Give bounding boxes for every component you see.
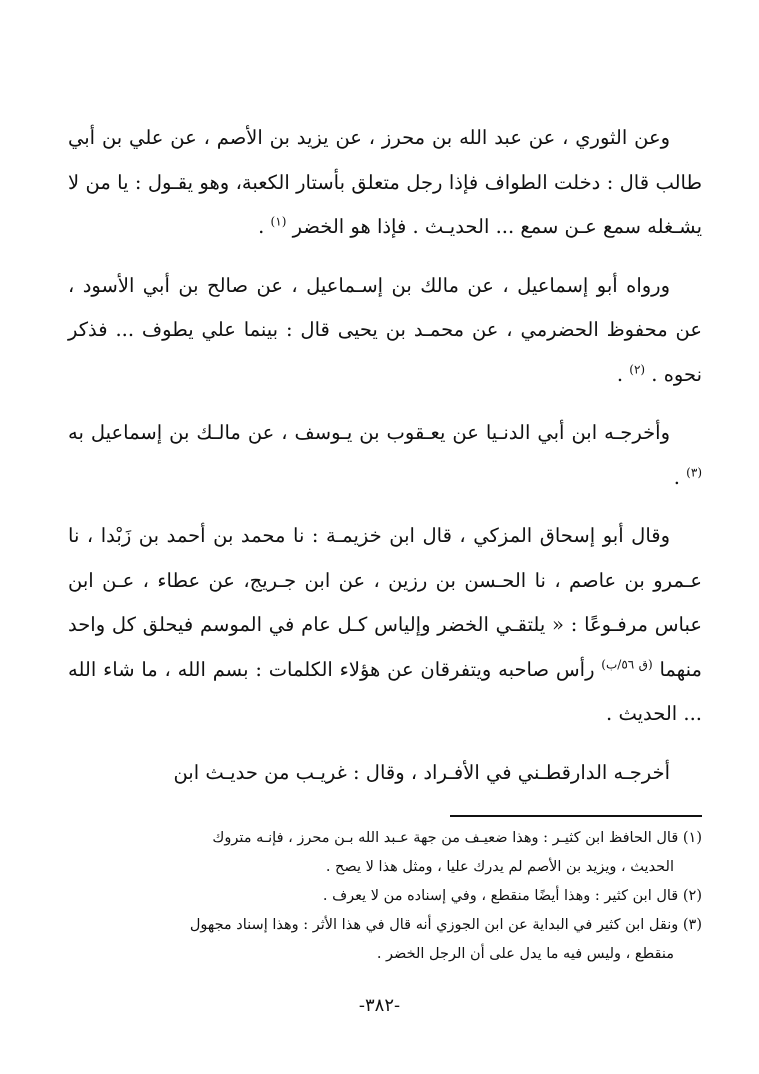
paragraph-2: ورواه أبو إسماعيل ، عن مالك بن إسـماعيل ، عن صالح بن أبي الأسود ، عن محفوظ الحضرمي ، عن محمـد بن يحيى قال : بينما علي يطوف ... فذكر نحوه . $^{(٢)}$ . (68, 273, 702, 386)
manuscript-folio-marker: (ق ٥٦/ب) (601, 657, 653, 671)
footnote-3-continuation: منقطع ، وليس فيه ما يدل على أن الرجل الخضر . (376, 946, 674, 962)
paragraph-5: أخرجـه الدارقطـني في الأفـراد ، وقال : غريـب من حديـث ابن (173, 760, 670, 784)
footnote-separator (450, 815, 702, 817)
page-number: -٣٨٢- (358, 995, 401, 1016)
footnote-ref-2[interactable]: (٢) (629, 362, 646, 376)
footnote-3: (٣) ونقل ابن كثير في البداية عن ابن الجوزي أنه قال في هذا الأثر : وهذا إسناد مجهول (189, 917, 702, 933)
footnote-ref-1[interactable]: (١) (270, 214, 287, 229)
main-text (68, 116, 702, 809)
paragraph-1: وعن الثوري ، عن عبد الله بن محرز ، عن يزيد بن الأصم ، عن علي بن أبي طالب قال : دخلت الطواف فإذا رجل متعلق بأستار الكعبة، وهو يقـول : يا من لا يشـغله سمع عـن سمع ... الحديـث . فإذا هو الخضر $^{(١)}$ . (68, 126, 702, 238)
footnote-ref-3[interactable]: (٣) (686, 465, 702, 479)
footnote-1-continuation: الحديث ، ويزيد بن الأصم لم يدرك عليا ، ومثل هذا لا يصح . (325, 859, 674, 875)
paragraph-3: وأخرجـه ابن أبي الدنـيا عن يعـقوب بن يـوسف ، عن مالـك بن إسماعيل به $^{(٣)}$ . (68, 421, 702, 489)
paragraph-4: وقال أبو إسحاق المزكي ، قال ابن خزيمـة : نا محمد بن أحمد بن زَبْدا ، نا عـمرو بن عاصم ، نا الحـسن بن رزين ، عن ابن جـريج، عن عطاء ، عـن ابن عباس مرفـوعًا : « يلتقـي الخضر وإلياس كـل عام في الموسم فيحلق كل واحد منهما $^{(ق ٥٦/ب)}$ رأس صاحبه ويتفرقان عن هؤلاء الكلمات : بسم الله ، ما شاء الله ... الحديث . (68, 524, 702, 725)
footnote-2: (٢) قال ابن كثير : وهذا أيضًا منقطع ، وفي إسناده من لا يعرف . (322, 888, 702, 904)
footnote-1: (١) قال الحافظ ابن كثيـر : وهذا ضعيـف من جهة عـبد الله بـن محرز ، فإنـه متروك (212, 830, 702, 846)
footnotes (78, 824, 702, 969)
